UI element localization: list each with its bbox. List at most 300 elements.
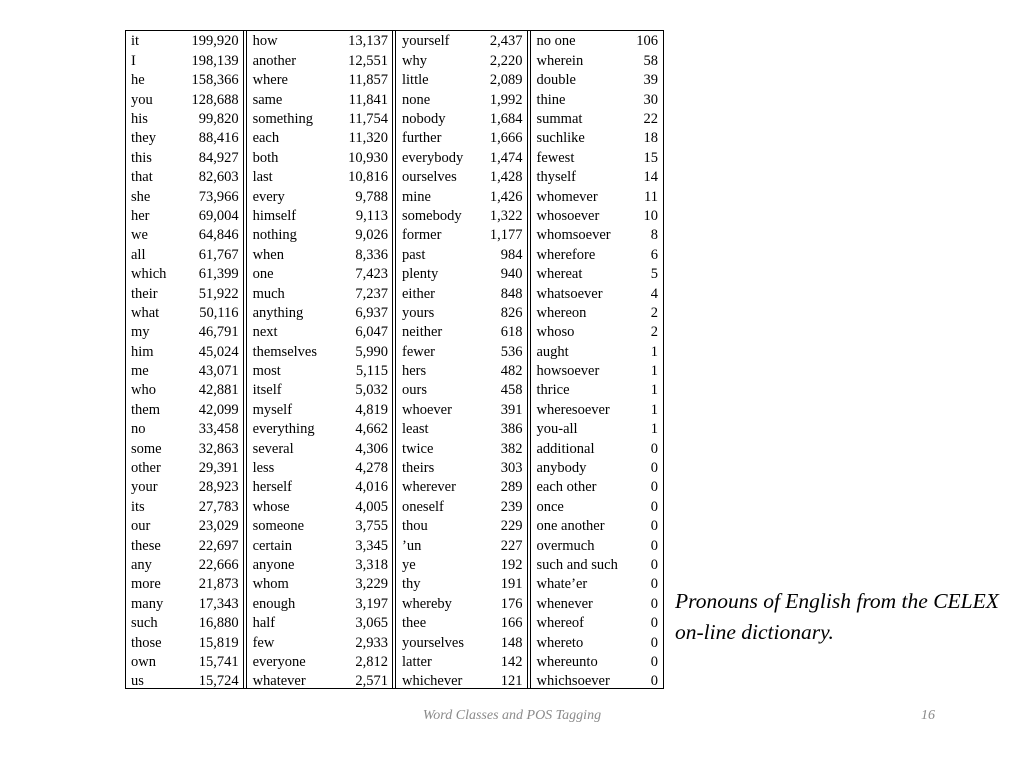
table-row: [253, 323, 388, 342]
table-row: [537, 556, 659, 575]
pronoun-count: 148: [500, 634, 523, 651]
table-row: [253, 633, 388, 652]
pronoun-word: latter: [402, 653, 432, 670]
table-row: [131, 653, 239, 672]
pronoun-word: whose: [252, 498, 290, 515]
pronoun-count: 10: [643, 207, 658, 224]
pronoun-word: thrice: [536, 382, 570, 399]
pronoun-count: 227: [500, 537, 523, 554]
pronoun-count: 198,139: [191, 52, 239, 69]
pronoun-word: itself: [252, 382, 282, 399]
table-row: [253, 148, 388, 167]
pronoun-word: former: [402, 227, 442, 244]
table-row: [253, 32, 388, 51]
pronoun-word: one another: [536, 518, 605, 535]
pronoun-count: 45,024: [198, 343, 239, 360]
pronoun-count: 11,841: [348, 91, 388, 108]
pronoun-count: 0: [650, 498, 658, 515]
pronoun-count: 0: [650, 460, 658, 477]
pronoun-count: 5: [650, 266, 658, 283]
pronoun-word: many: [131, 595, 164, 612]
table-row: [131, 594, 239, 613]
table-row: [253, 187, 388, 206]
pronoun-count: 1: [650, 421, 658, 438]
pronoun-count: 4,278: [355, 460, 388, 477]
pronoun-word: neither: [402, 324, 443, 341]
pronoun-count: 239: [500, 498, 523, 515]
pronoun-word: each: [252, 130, 280, 147]
pronoun-count: 618: [500, 324, 523, 341]
table-row: [131, 148, 239, 167]
pronoun-word: whereof: [536, 615, 585, 632]
table-row: [402, 653, 523, 672]
pronoun-count: 15,819: [198, 634, 239, 651]
pronoun-count: 0: [650, 615, 658, 632]
table-row: [402, 168, 523, 187]
pronoun-count: 1: [650, 382, 658, 399]
pronoun-count: 3,755: [355, 518, 388, 535]
pronoun-count: 0: [650, 634, 658, 651]
table-row: [537, 653, 659, 672]
table-row: [131, 32, 239, 51]
table-row: [253, 265, 388, 284]
pronoun-count: 15,741: [198, 653, 239, 670]
pronoun-word: none: [402, 91, 431, 108]
pronoun-word: anybody: [536, 460, 587, 477]
table-row: [131, 71, 239, 90]
table-row: [402, 362, 523, 381]
pronoun-word: such: [131, 615, 158, 632]
pronoun-count: 22: [643, 111, 658, 127]
table-row: [402, 226, 523, 245]
pronoun-word: everybody: [402, 149, 464, 166]
pronoun-count: 458: [500, 382, 523, 399]
pronoun-word: past: [402, 246, 426, 263]
pronoun-count: 0: [650, 537, 658, 554]
pronoun-word: plenty: [402, 266, 439, 283]
table-row: [537, 207, 659, 226]
pronoun-count: 0: [650, 595, 658, 612]
table-row: [402, 342, 523, 361]
pronoun-word: mine: [402, 188, 431, 205]
pronoun-word: whosoever: [536, 207, 600, 224]
footer-title: Word Classes and POS Tagging: [422, 708, 602, 723]
table-row: [131, 536, 239, 555]
table-row: [537, 32, 659, 51]
pronoun-count: 382: [500, 440, 523, 457]
pronoun-word: both: [252, 149, 279, 166]
table-column-1: [126, 31, 243, 688]
table-row: [402, 245, 523, 264]
table-row: [253, 303, 388, 322]
pronoun-count: 1,684: [489, 111, 523, 127]
table-row: [402, 129, 523, 148]
table-row: [131, 51, 239, 70]
table-row: [131, 342, 239, 361]
pronoun-count: 142: [500, 653, 523, 670]
table-row: [537, 614, 659, 633]
pronoun-count: 9,113: [355, 207, 388, 224]
table-row: [537, 323, 659, 342]
pronoun-word: aught: [536, 343, 569, 360]
table-row: [537, 129, 659, 148]
table-row: [537, 633, 659, 652]
table-row: [402, 672, 523, 691]
table-row: [402, 439, 523, 458]
table-row: [253, 342, 388, 361]
pronoun-word: which: [131, 266, 167, 283]
pronoun-word: howsoever: [536, 363, 600, 380]
pronoun-word: thyself: [536, 169, 576, 186]
pronoun-word: whate’er: [536, 576, 588, 593]
pronoun-count: 199,920: [191, 33, 239, 50]
pronoun-word: few: [252, 634, 275, 651]
pronoun-count: 73,966: [198, 188, 239, 205]
table-row: [131, 284, 239, 303]
pronoun-count: 3,197: [355, 595, 388, 612]
table-row: [253, 207, 388, 226]
pronoun-count: 0: [650, 653, 658, 670]
table-row: [131, 672, 239, 691]
pronoun-count: 7,237: [355, 285, 388, 302]
table-row: [537, 400, 659, 419]
pronoun-word: every: [252, 188, 285, 205]
pronoun-word: each other: [536, 479, 597, 496]
pronoun-count: 536: [500, 343, 523, 360]
pronoun-word: those: [131, 634, 162, 651]
pronoun-word: we: [131, 227, 148, 244]
pronoun-count: 6,937: [355, 304, 388, 321]
pronoun-word: yours: [402, 304, 435, 321]
table-row: [253, 575, 388, 594]
pronoun-word: hers: [402, 363, 427, 380]
pronoun-count: 10,930: [348, 149, 388, 166]
table-row: [131, 478, 239, 497]
table-row: [402, 71, 523, 90]
pronoun-count: 27,783: [198, 498, 239, 515]
pronoun-word: it: [131, 33, 140, 50]
pronoun-count: 1: [650, 401, 658, 418]
pronoun-count: 2,812: [355, 653, 388, 670]
pronoun-count: 3,065: [355, 615, 388, 632]
table-row: [253, 168, 388, 187]
pronoun-count: 166: [500, 615, 523, 632]
pronoun-count: 15,724: [198, 673, 239, 690]
pronoun-word: thee: [402, 615, 427, 632]
pronoun-word: whereto: [536, 634, 584, 651]
table-row: [402, 420, 523, 439]
table-row: [402, 381, 523, 400]
pronoun-word: whereon: [536, 304, 587, 321]
pronoun-count: 2,571: [355, 673, 388, 690]
pronoun-count: 0: [650, 576, 658, 593]
table-row: [131, 556, 239, 575]
pronoun-count: 11,857: [348, 72, 388, 89]
table-row: [402, 517, 523, 536]
pronoun-count: 848: [500, 285, 523, 302]
table-row: [402, 400, 523, 419]
pronoun-count: 984: [500, 246, 523, 263]
pronoun-count: 826: [500, 304, 523, 321]
pronoun-count: 1,177: [489, 227, 523, 244]
table-row: [402, 459, 523, 478]
pronoun-word: she: [131, 188, 151, 205]
table-row: [537, 168, 659, 187]
pronoun-count: 12,551: [348, 52, 388, 69]
pronoun-count: 303: [500, 460, 523, 477]
pronoun-count: 391: [500, 401, 523, 418]
pronoun-word: ye: [402, 556, 416, 573]
table-column-2: [243, 31, 392, 688]
table-row: [131, 207, 239, 226]
table-row: [131, 90, 239, 109]
pronoun-count: 18: [643, 130, 658, 147]
pronoun-word: much: [252, 285, 285, 302]
table-row: [402, 284, 523, 303]
table-row: [402, 497, 523, 516]
pronoun-count: 13,137: [348, 33, 388, 50]
pronoun-word: whomsoever: [536, 227, 611, 244]
pronoun-word: herself: [252, 479, 293, 496]
pronoun-word: all: [131, 246, 146, 263]
table-row: [131, 517, 239, 536]
pronoun-word: additional: [536, 440, 595, 457]
pronoun-word: how: [252, 33, 278, 50]
pronoun-count: 4,306: [355, 440, 388, 457]
pronoun-word: enough: [252, 595, 296, 612]
table-row: [402, 536, 523, 555]
pronoun-count: 7,423: [355, 266, 388, 283]
pronoun-count: 11,320: [348, 130, 388, 147]
pronoun-word: no: [131, 421, 146, 438]
pronoun-word: whoso: [536, 324, 575, 341]
table-row: [537, 245, 659, 264]
table-row: [253, 129, 388, 148]
pronoun-count: 28,923: [198, 479, 239, 496]
pronoun-count: 84,927: [198, 149, 239, 166]
pronoun-word: any: [131, 556, 152, 573]
pronoun-count: 1,428: [489, 169, 523, 186]
table-row: [253, 672, 388, 691]
pronoun-word: yourselves: [402, 634, 465, 651]
pronoun-count: 58: [643, 52, 658, 69]
pronoun-word: own: [131, 653, 156, 670]
pronoun-count: 23,029: [198, 518, 239, 535]
table-row: [253, 90, 388, 109]
table-row: [537, 226, 659, 245]
pronoun-count: 158,366: [191, 72, 239, 89]
pronoun-count: 22,666: [198, 556, 239, 573]
table-row: [537, 362, 659, 381]
table-row: [537, 497, 659, 516]
pronoun-count: 121: [500, 673, 523, 690]
pronoun-word: why: [402, 52, 427, 69]
pronoun-count: 3,345: [355, 537, 388, 554]
pronoun-count: 2,220: [489, 52, 523, 69]
table-row: [253, 439, 388, 458]
pronoun-count: 50,116: [199, 304, 239, 321]
table-row: [131, 323, 239, 342]
pronoun-word: themselves: [252, 343, 317, 360]
table-row: [402, 594, 523, 613]
pronoun-count: 482: [500, 363, 523, 380]
table-row: [131, 362, 239, 381]
table-row: [537, 536, 659, 555]
table-row: [131, 168, 239, 187]
table-row: [402, 633, 523, 652]
pronoun-word: whomever: [536, 188, 598, 205]
pronoun-word: fewer: [402, 343, 436, 360]
pronoun-count: 22,697: [198, 537, 239, 554]
table-row: [537, 420, 659, 439]
table-row: [537, 575, 659, 594]
pronoun-count: 5,032: [355, 382, 388, 399]
pronoun-count: 4,016: [355, 479, 388, 496]
pronoun-count: 8,336: [355, 246, 388, 263]
table-row: [131, 129, 239, 148]
table-row: [253, 459, 388, 478]
table-row: [402, 478, 523, 497]
pronoun-count: 11,754: [348, 111, 388, 127]
pronoun-count: 9,026: [355, 227, 388, 244]
table-row: [537, 265, 659, 284]
pronoun-count: 1,666: [489, 130, 523, 147]
pronoun-word: whereunto: [536, 653, 598, 670]
table-row: [537, 672, 659, 691]
pronoun-count: 82,603: [198, 169, 239, 186]
pronoun-word: somebody: [402, 207, 462, 224]
pronoun-count: 15: [643, 149, 658, 166]
pronoun-count: 1,426: [489, 188, 523, 205]
pronoun-count: 192: [500, 556, 523, 573]
pronoun-frequency-table: [125, 30, 664, 689]
table-row: [253, 536, 388, 555]
table-row: [253, 420, 388, 439]
pronoun-word: ourselves: [402, 169, 457, 186]
table-row: [253, 478, 388, 497]
pronoun-count: 106: [636, 33, 658, 50]
pronoun-word: either: [402, 285, 436, 302]
table-row: [131, 439, 239, 458]
pronoun-word: her: [131, 207, 150, 224]
pronoun-count: 16,880: [198, 615, 239, 632]
pronoun-count: 46,791: [198, 324, 239, 341]
pronoun-word: summat: [536, 111, 583, 127]
pronoun-word: us: [131, 673, 144, 690]
table-row: [131, 633, 239, 652]
pronoun-count: 61,399: [198, 266, 239, 283]
table-row: [402, 90, 523, 109]
table-row: [537, 303, 659, 322]
pronoun-word: them: [131, 401, 160, 418]
table-row: [402, 265, 523, 284]
pronoun-word: whatever: [252, 673, 306, 690]
pronoun-word: him: [131, 343, 154, 360]
pronoun-count: 1,322: [489, 207, 523, 224]
table-row: [402, 110, 523, 129]
pronoun-word: certain: [252, 537, 293, 554]
pronoun-count: 2: [650, 324, 658, 341]
pronoun-count: 229: [500, 518, 523, 535]
table-row: [253, 400, 388, 419]
pronoun-count: 5,115: [355, 363, 388, 380]
pronoun-count: 2,089: [489, 72, 523, 89]
pronoun-word: he: [131, 72, 145, 89]
pronoun-count: 14: [643, 169, 658, 186]
table-row: [537, 187, 659, 206]
pronoun-word: thine: [536, 91, 566, 108]
table-row: [253, 51, 388, 70]
pronoun-count: 0: [650, 556, 658, 573]
table-row: [253, 226, 388, 245]
pronoun-word: further: [402, 130, 442, 147]
page-number: 16: [921, 708, 935, 723]
pronoun-count: 17,343: [198, 595, 239, 612]
pronoun-word: such and such: [536, 556, 618, 573]
table-row: [131, 226, 239, 245]
pronoun-count: 21,873: [198, 576, 239, 593]
slide-caption: Pronouns of English from the CELEX on-line dictionary.: [675, 589, 999, 644]
pronoun-word: little: [402, 72, 429, 89]
pronoun-word: who: [131, 382, 156, 399]
pronoun-word: least: [402, 421, 429, 438]
pronoun-count: 99,820: [198, 111, 239, 127]
pronoun-word: whenever: [536, 595, 593, 612]
pronoun-count: 33,458: [198, 421, 239, 438]
pronoun-count: 940: [500, 266, 523, 283]
table-row: [253, 110, 388, 129]
pronoun-word: most: [252, 363, 281, 380]
pronoun-word: someone: [252, 518, 305, 535]
pronoun-count: 6,047: [355, 324, 388, 341]
pronoun-word: ours: [402, 382, 427, 399]
table-row: [402, 575, 523, 594]
pronoun-word: nothing: [252, 227, 297, 244]
pronoun-count: 30: [643, 91, 658, 108]
table-row: [131, 614, 239, 633]
pronoun-word: me: [131, 363, 149, 380]
table-row: [131, 420, 239, 439]
pronoun-count: 6: [650, 246, 658, 263]
pronoun-count: 191: [500, 576, 523, 593]
pronoun-word: you-all: [536, 421, 578, 438]
pronoun-word: same: [252, 91, 283, 108]
pronoun-word: ’un: [402, 537, 422, 554]
table-row: [537, 148, 659, 167]
pronoun-word: thou: [402, 518, 428, 535]
pronoun-word: less: [252, 460, 275, 477]
pronoun-word: himself: [252, 207, 297, 224]
table-row: [131, 110, 239, 129]
pronoun-count: 2,437: [489, 33, 523, 50]
pronoun-count: 64,846: [198, 227, 239, 244]
pronoun-word: suchlike: [536, 130, 585, 147]
pronoun-count: 29,391: [198, 460, 239, 477]
pronoun-word: whoever: [402, 401, 452, 418]
pronoun-word: wherein: [536, 52, 584, 69]
pronoun-count: 39: [643, 72, 658, 89]
pronoun-count: 3,229: [355, 576, 388, 593]
pronoun-word: next: [252, 324, 278, 341]
pronoun-count: 61,767: [198, 246, 239, 263]
table-column-3: [392, 31, 527, 688]
table-row: [402, 303, 523, 322]
pronoun-word: several: [252, 440, 294, 457]
table-row: [131, 497, 239, 516]
pronoun-word: whereat: [536, 266, 583, 283]
table-row: [253, 517, 388, 536]
table-row: [402, 148, 523, 167]
